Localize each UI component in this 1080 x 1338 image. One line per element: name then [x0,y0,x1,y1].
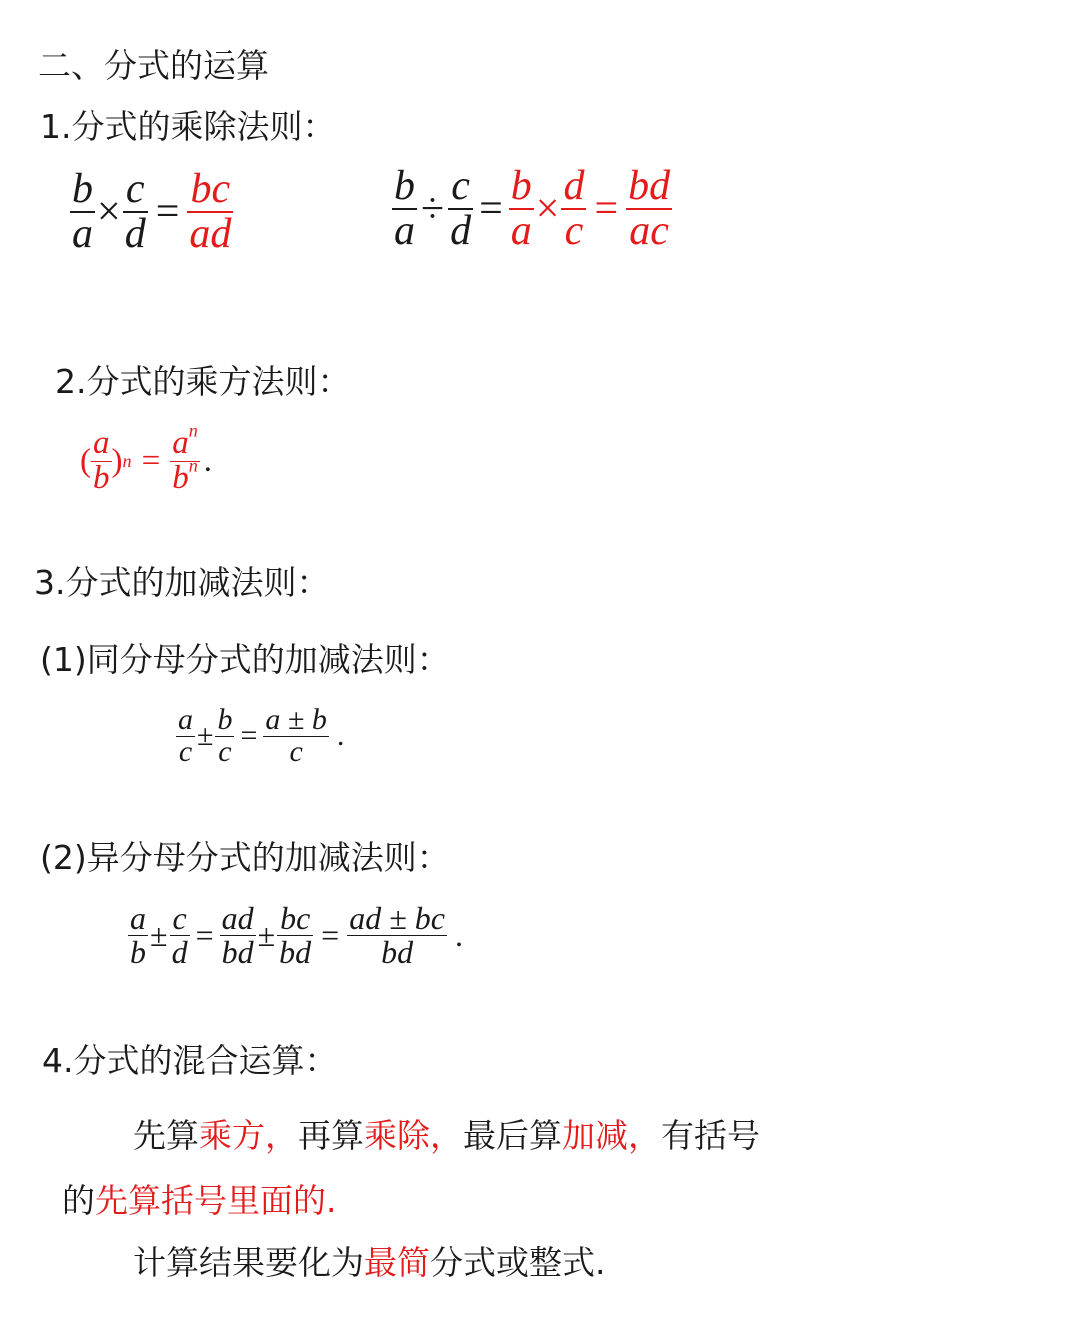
rule3-1-heading: (1)同分母分式的加减法则： [40,640,450,679]
equals-sign: = [195,916,214,953]
period: . [454,916,463,953]
denominator: ac [629,207,669,254]
plus-minus-operator: ± [197,719,214,753]
denominator: bd [279,933,312,970]
numerator: ad [221,900,254,936]
divide-operator: ÷ [421,185,445,232]
numerator: d [563,163,585,209]
text-highlight: 乘方， [199,1116,298,1155]
numerator: ad ± bc [349,900,445,936]
denominator: a [394,207,415,254]
result-fraction [626,165,672,253]
denominator: bd [221,933,254,970]
fraction [91,427,112,495]
denominator: c [218,734,232,768]
text-plain: 分式或整式. [430,1243,606,1282]
text-plain: 的 [62,1181,95,1220]
formula-different-denominator [128,902,463,968]
denominator: ad [189,210,232,257]
denominator: a [72,210,93,257]
numerator: a [130,900,146,936]
numerator: b [72,166,93,212]
denominator: c [564,207,584,254]
left-paren: ( [80,442,91,479]
denominator: d [171,933,188,970]
equals-sign: = [594,185,619,232]
rule3-heading: 3.分式的加减法则： [34,563,330,602]
numerator: c [451,163,470,209]
numerator: a ± b [265,703,327,736]
rule4-heading: 4.分式的混合运算： [42,1041,338,1080]
rule2-heading: 2.分式的乘方法则： [55,362,351,401]
equals-sign: = [479,185,503,232]
denominator: bd [381,933,414,970]
denominator: $b^n$ [172,455,198,496]
text-highlight: 先算括号里面的. [95,1181,337,1220]
result-fraction [187,168,233,256]
equals-sign: = [155,188,180,235]
numerator: c [125,166,145,212]
fraction [176,705,195,767]
denominator: d [124,210,146,257]
fraction [392,165,417,253]
fraction [220,902,256,968]
text-plain: 计算结果要化为 [133,1243,364,1282]
fraction [277,902,313,968]
fraction [128,902,148,968]
rule1-heading: 1.分式的乘除法则： [40,107,336,146]
denominator: d [450,207,472,254]
numerator: b [394,163,415,209]
text-highlight: 最简 [364,1243,430,1282]
period: . [336,719,345,753]
result-fraction [347,902,447,968]
mixed-rule-line1 [133,1110,760,1157]
fraction [170,902,190,968]
numerator: a [178,703,193,736]
text-highlight: 加减， [562,1116,661,1155]
mixed-rule-line3 [133,1237,606,1284]
result-fraction [170,420,200,496]
formula-power: ( $\frac{a}{b}$ ) n = $\frac{a^n}{b^n}$ . [80,420,213,496]
denominator: b [93,459,110,496]
section-heading: 二、分式的运算 [38,46,269,85]
times-operator: × [535,185,560,232]
mixed-rule-line2 [62,1175,337,1222]
numerator: bd [628,163,671,209]
denominator: b [130,933,146,970]
numerator: bc [190,166,231,212]
rule3-2-heading: (2)异分母分式的加减法则： [40,838,450,877]
numerator: a [93,425,110,461]
numerator: b [510,163,532,209]
denominator: c [289,734,303,768]
denominator: a [510,207,532,254]
text-plain: 再算 [298,1116,364,1155]
text-plain: 先算 [133,1116,199,1155]
fraction [215,705,234,767]
plus-minus-operator: ± [150,916,168,953]
equals-sign: = [141,442,161,479]
equals-sign: = [240,719,258,753]
text-plain: 有括号 [661,1116,760,1155]
fraction [448,165,473,253]
fraction [123,168,148,256]
formula-division [392,165,672,253]
text-plain: 最后算 [463,1116,562,1155]
right-paren: ) [111,442,123,479]
numerator: $a^n$ [172,420,198,461]
numerator: b [217,703,233,736]
denominator: c [178,734,193,768]
times-operator: × [97,188,121,235]
fraction [70,168,95,256]
formula-multiplication [70,168,233,256]
text-highlight: 乘除， [364,1116,463,1155]
numerator: bc [280,900,311,936]
fraction [561,165,586,253]
formula-same-denominator [176,705,344,767]
period: . [203,442,213,479]
numerator: c [172,900,187,936]
fraction [509,165,534,253]
result-fraction [263,705,328,767]
equals-sign: = [321,916,340,953]
plus-minus-operator: ± [257,916,276,953]
